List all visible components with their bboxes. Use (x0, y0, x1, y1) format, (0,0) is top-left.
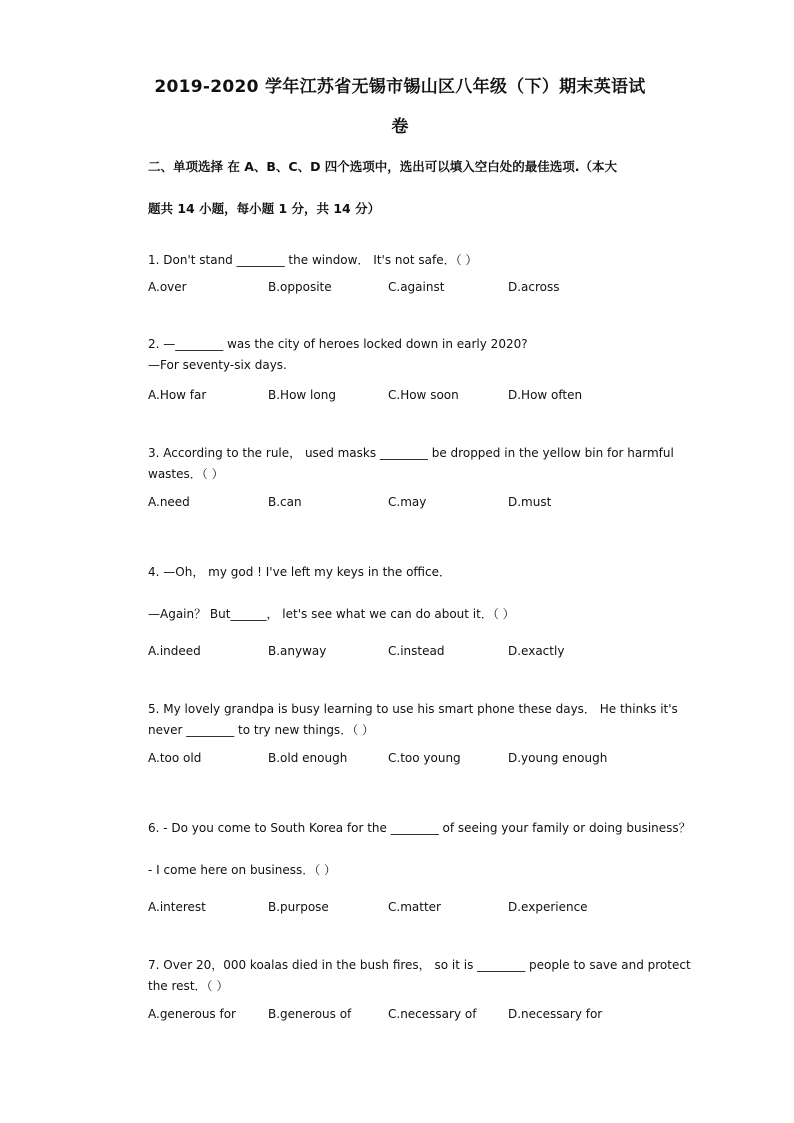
option-d: D.experience (508, 900, 588, 914)
option-c: C.may (388, 495, 427, 509)
section-heading-continued: 题共 14 小题，每小题 1 分，共 14 分） (148, 201, 381, 216)
option-b: B.old enough (268, 751, 348, 765)
option-c: C.against (388, 280, 445, 294)
option-c: C.instead (388, 644, 445, 658)
option-c: C.How soon (388, 388, 459, 402)
option-a: A.generous for (148, 1007, 236, 1021)
option-d: D.How often (508, 388, 583, 402)
question-text: 1. Don't stand ________ the window． It's not safe．（ ） (148, 253, 478, 267)
option-a: A.need (148, 495, 190, 509)
option-b: B.purpose (268, 900, 329, 914)
option-b: B.opposite (268, 280, 332, 294)
question-text: 4. —Oh， my god ! I've left my keys in the office． (148, 565, 452, 579)
option-b: B.How long (268, 388, 336, 402)
option-a: A.interest (148, 900, 206, 914)
option-c: C.necessary of (388, 1007, 477, 1021)
question-text-continued: the rest．（ ） (148, 979, 229, 993)
question-text: 6. - Do you come to South Korea for the ________ of seeing your family or doing business？ (148, 821, 691, 835)
question-text-continued: —Again？ But______， let's see what we can do about it．（ ） (148, 607, 515, 621)
question-text: 7. Over 20，000 koalas died in the bush fires， so it is ________ people to save and protect (148, 958, 691, 972)
question-text: 3. According to the rule， used masks ________ be dropped in the yellow bin for harmful (148, 446, 674, 460)
option-a: A.too old (148, 751, 202, 765)
option-a: A.over (148, 280, 187, 294)
page-title: 2019-2020 学年江苏省无锡市锡山区八年级（下）期末英语试 (154, 77, 646, 97)
page-title-continued: 卷 (391, 117, 409, 137)
option-a: A.indeed (148, 644, 201, 658)
question-text-continued: - I come here on business．（ ） (148, 863, 337, 877)
option-c: C.too young (388, 751, 461, 765)
option-d: D.must (508, 495, 552, 509)
option-b: B.anyway (268, 644, 327, 658)
question-text-continued: never ________ to try new things．（ ） (148, 723, 375, 737)
option-b: B.generous of (268, 1007, 352, 1021)
option-a: A.How far (148, 388, 207, 402)
question-text: 2. —________ was the city of heroes locked down in early 2020? (148, 337, 528, 351)
option-d: D.exactly (508, 644, 565, 658)
question-text-continued: wastes．（ ） (148, 467, 224, 481)
section-heading: 二、单项选择 在 A、B、C、D 四个选项中，选出可以填入空白处的最佳选项.（本大 (148, 159, 618, 174)
option-c: C.matter (388, 900, 441, 914)
option-d: D.across (508, 280, 560, 294)
question-text-continued: —For seventy-six days. (148, 358, 287, 372)
question-text: 5. My lovely grandpa is busy learning to use his smart phone these days． He thinks it's (148, 702, 678, 716)
option-b: B.can (268, 495, 302, 509)
option-d: D.young enough (508, 751, 608, 765)
option-d: D.necessary for (508, 1007, 603, 1021)
